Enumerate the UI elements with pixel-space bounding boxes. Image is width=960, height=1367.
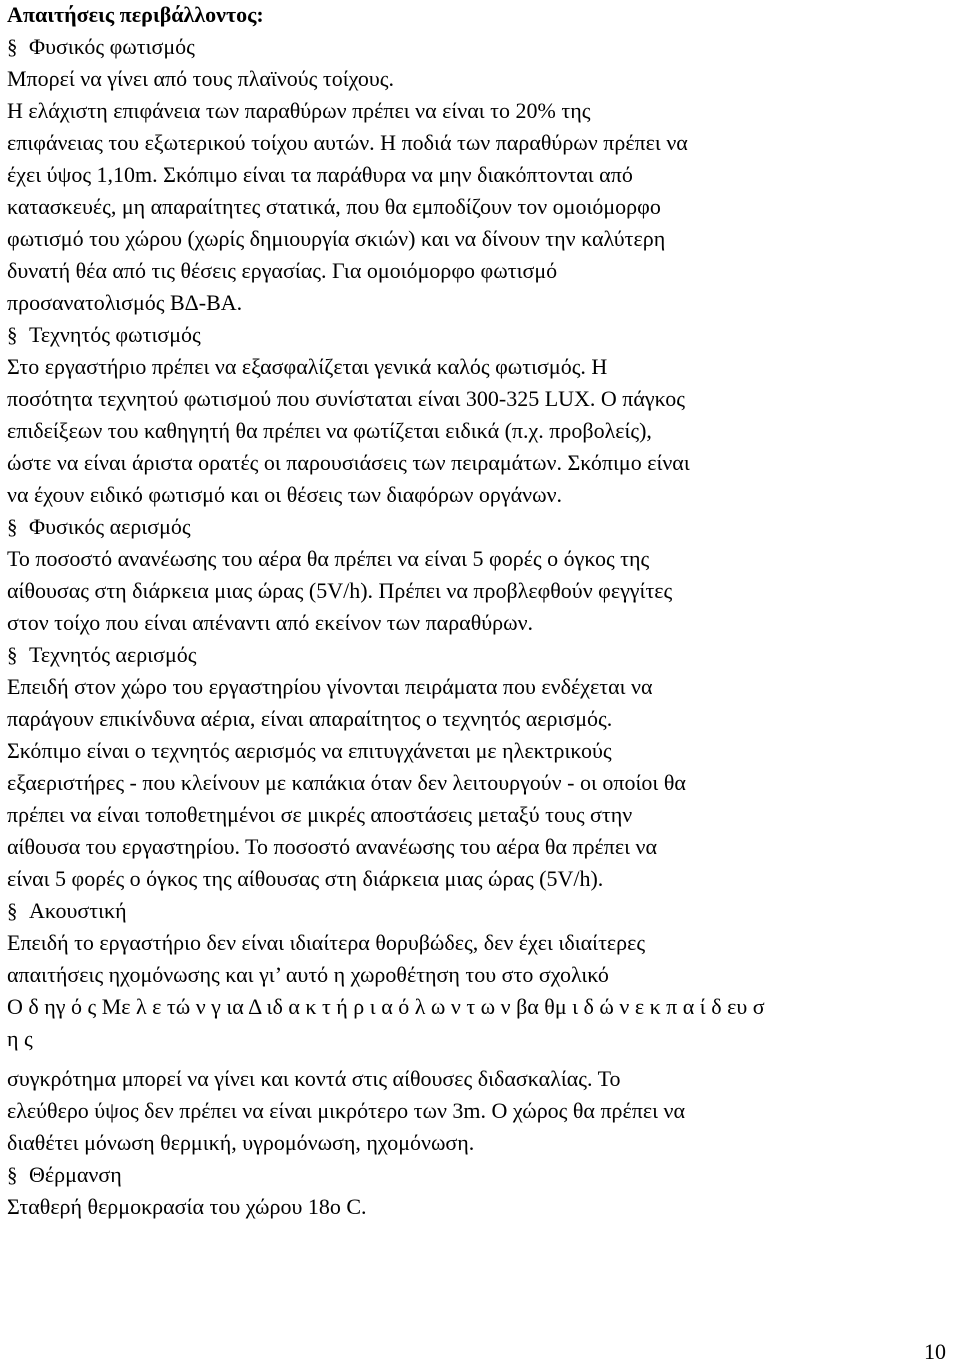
paragraph-line: είναι 5 φορές ο όγκος της αίθουσας στη διάρκεια μιας ώρας (5V/h).	[7, 866, 604, 891]
bullet-artificial-ventilation	[7, 640, 196, 670]
paragraph-line: επιφάνειας του εξωτερικού τοίχου αυτών. Η ποδιά των παραθύρων πρέπει να	[7, 130, 688, 155]
subheading: Τεχνητός φωτισμός	[29, 322, 201, 347]
paragraph-line: να έχουν ειδικό φωτισμό και οι θέσεις των διαφόρων οργάνων.	[7, 482, 563, 507]
paragraph-line: ώστε να είναι άριστα ορατές οι παρουσιάσεις των πειραμάτων. Σκόπιμο είναι	[7, 450, 690, 475]
paragraph-line: παράγουν επικίνδυνα αέρια, είναι απαραίτητος ο τεχνητός αερισμός.	[7, 706, 613, 731]
section-bullet-icon: §	[7, 323, 18, 347]
paragraph-line: επιδείξεων του καθηγητή θα πρέπει να φωτίζεται ειδικά (π.χ. προβολείς),	[7, 418, 652, 443]
subheading: Ακουστική	[29, 898, 127, 923]
paragraph-line: αίθουσας στη διάρκεια μιας ώρας (5V/h). Πρέπει να προβλεφθούν φεγγίτες	[7, 578, 673, 603]
bullet-acoustics	[7, 896, 127, 926]
paragraph-line: έχει ύψος 1,10m. Σκόπιμο είναι τα παράθυρα να μην διακόπτονται από	[7, 162, 633, 187]
paragraph-line: κατασκευές, μη απαραίτητες στατικά, που θα εμποδίζουν τον ομοιόμορφο	[7, 194, 661, 219]
subheading: Θέρμανση	[29, 1162, 122, 1187]
paragraph-line: ελεύθερο ύψος δεν πρέπει να είναι μικρότερο των 3m. Ο χώρος θα πρέπει να	[7, 1098, 686, 1123]
section-bullet-icon: §	[7, 899, 18, 923]
paragraph-line: εξαεριστήρες - που κλείνουν με καπάκια όταν δεν λειτουργούν - οι οποίοι θα	[7, 770, 686, 795]
paragraph-line: η ς	[7, 1026, 33, 1051]
section-bullet-icon: §	[7, 1163, 18, 1187]
bullet-natural-lighting	[7, 32, 195, 62]
bullet-natural-ventilation	[7, 512, 191, 542]
paragraph-line: απαιτήσεις ηχομόνωσης και γι’ αυτό η χωροθέτηση του στο σχολικό	[7, 962, 609, 987]
section-bullet-icon: §	[7, 35, 18, 59]
paragraph-line: διαθέτει μόνωση θερμική, υγρομόνωση, ηχομόνωση.	[7, 1130, 475, 1155]
paragraph-line: Μπορεί να γίνει από τους πλαϊνούς τοίχους.	[7, 66, 395, 91]
paragraph-line: αίθουσα του εργαστηρίου. Το ποσοστό ανανέωσης του αέρα θα πρέπει να	[7, 834, 658, 859]
paragraph-line: Σταθερή θερμοκρασία του χώρου 18ο C.	[7, 1194, 367, 1219]
bullet-artificial-lighting	[7, 320, 201, 350]
section-heading: Απαιτήσεις περιβάλλοντος:	[7, 2, 264, 27]
page-number: 10	[924, 1339, 946, 1364]
paragraph-line: Ο δ ηγ ό ς Με λ ε τώ ν γ ια Δ ιδ α κ τ ή ρ ι α ό λ ω ν τ ω ν βα θμ ι δ ώ ν ε κ π α ί δ ευ σ	[7, 994, 765, 1019]
paragraph-line: Η ελάχιστη επιφάνεια των παραθύρων πρέπει να είναι το 20% της	[7, 98, 591, 123]
subheading: Φυσικός φωτισμός	[29, 34, 195, 59]
paragraph-line: δυνατή θέα από τις θέσεις εργασίας. Για ομοιόμορφο φωτισμό	[7, 258, 558, 283]
paragraph-line: στον τοίχο που είναι απέναντι από εκείνον των παραθύρων.	[7, 610, 534, 635]
paragraph-line: φωτισμό του χώρου (χωρίς δημιουργία σκιών) και να δίνουν την καλύτερη	[7, 226, 666, 251]
paragraph-line: προσανατολισμός ΒΔ-ΒΑ.	[7, 290, 243, 315]
bullet-heating	[7, 1160, 122, 1190]
subheading: Φυσικός αερισμός	[29, 514, 191, 539]
paragraph-line: Επειδή στον χώρο του εργαστηρίου γίνονται πειράματα που ενδέχεται να	[7, 674, 653, 699]
paragraph-line: Στο εργαστήριο πρέπει να εξασφαλίζεται γενικά καλός φωτισμός. Η	[7, 354, 608, 379]
paragraph-line: Σκόπιμο είναι ο τεχνητός αερισμός να επιτυγχάνεται με ηλεκτρικούς	[7, 738, 612, 763]
section-bullet-icon: §	[7, 515, 18, 539]
subheading: Τεχνητός αερισμός	[29, 642, 197, 667]
paragraph-line: Το ποσοστό ανανέωσης του αέρα θα πρέπει να είναι 5 φορές ο όγκος της	[7, 546, 650, 571]
paragraph-line: ποσότητα τεχνητού φωτισμού που συνίσταται είναι 300-325 LUX. Ο πάγκος	[7, 386, 685, 411]
paragraph-line: Επειδή το εργαστήριο δεν είναι ιδιαίτερα θορυβώδες, δεν έχει ιδιαίτερες	[7, 930, 646, 955]
section-bullet-icon: §	[7, 643, 18, 667]
paragraph-line: πρέπει να είναι τοποθετημένοι σε μικρές αποστάσεις μεταξύ τους στην	[7, 802, 633, 827]
paragraph-line: συγκρότημα μπορεί να γίνει και κοντά στις αίθουσες διδασκαλίας. Το	[7, 1066, 621, 1091]
